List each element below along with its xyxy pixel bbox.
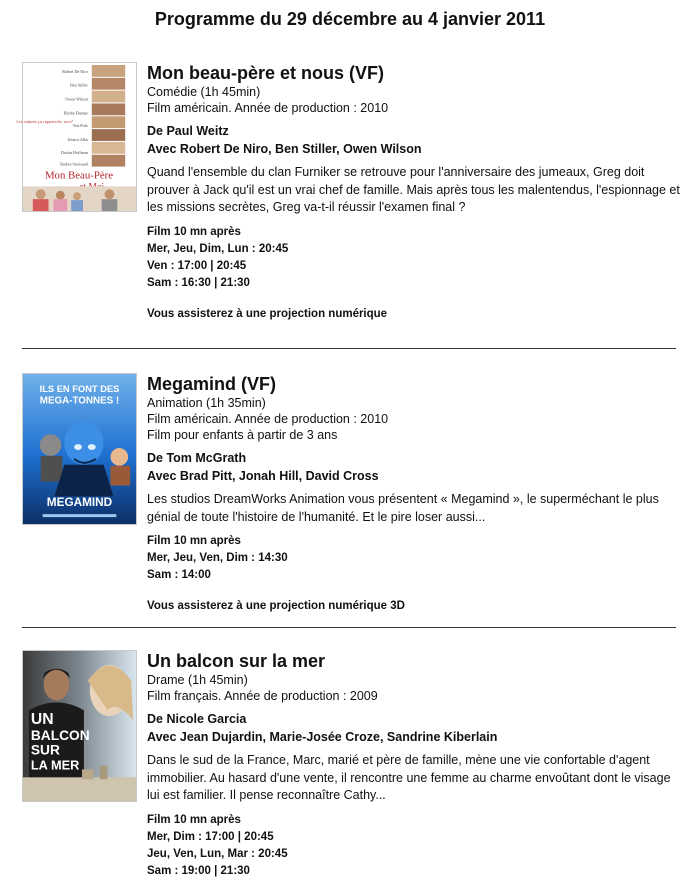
movie-title[interactable]: Un balcon sur la mer [147, 651, 326, 671]
showtime-line: Mer, Jeu, Dim, Lun : 20:45 [147, 242, 289, 255]
movie-title[interactable]: Megamind (VF) [147, 374, 276, 394]
movie-synopsis: Dans le sud de la France, Marc, marié et père de famille, mène une vie confortable d'agent immobilier. Au hasard d'une vente, il rencontre une femme au charme envoûtant dont le visage lui est familier. Il pense reconnaître Cathy... [147, 753, 671, 802]
showtime-line: Film 10 mn après [147, 813, 241, 826]
poster-headline: MEGA-TONNES ! [39, 395, 120, 407]
movie-info [147, 62, 682, 322]
movie-director: De Nicole Garcia [147, 712, 247, 726]
movie-origin: Film américain. Année de production : 2010 [147, 101, 389, 115]
movie-age-rating: Film pour enfants à partir de 3 ans [147, 428, 338, 442]
movie-genre: Drame (1h 45min) [147, 673, 248, 687]
poster-mon-beau-pere-image [16, 63, 136, 211]
movie-origin: Film français. Année de production : 2009 [147, 689, 378, 703]
section-divider [22, 627, 676, 628]
poster-title: BALCON [30, 727, 90, 743]
section-divider [22, 348, 676, 349]
poster-title: SUR [30, 742, 60, 758]
poster-cast-name: Teri Polo [72, 123, 88, 129]
poster-balcon-image [23, 651, 136, 801]
poster-title: UN [30, 710, 54, 729]
movie-title[interactable]: Mon beau-père et nous (VF) [147, 63, 385, 83]
movie-poster[interactable] [22, 650, 137, 802]
movie-cast: Avec Robert De Niro, Ben Stiller, Owen Wilson [147, 142, 422, 156]
showtime-line: Sam : 14:00 [147, 569, 211, 581]
poster-cast-name: Barbra Streisand [60, 161, 88, 167]
movie-showtimes [147, 224, 682, 292]
showtime-line: Ven : 17:00 | 20:45 [147, 259, 247, 272]
poster-cast-name: Jessica Alba [67, 136, 88, 142]
poster-megamind-image [23, 374, 136, 524]
movie-cast: Avec Jean Dujardin, Marie-Josée Croze, Sandrine Kiberlain [147, 730, 498, 744]
poster-title: Mon Beau-Père [44, 169, 114, 182]
showtime-line: Film 10 mn après [147, 225, 241, 238]
showtime-line: Film 10 mn après [147, 535, 241, 547]
movie-showtimes [147, 812, 682, 880]
showtime-line: Mer, Dim : 17:00 | 20:45 [147, 830, 274, 843]
movie-director: De Tom McGrath [147, 451, 247, 465]
movie-synopsis: Quand l'ensemble du clan Furniker se retrouve pour l'anniversaire des jumeaux, Greg doit prouver à Jack qu'il est un vrai chef de famille. Mais après tous les malentendus, l'espionnage et les missions secrètes, Greg va-t-il réussir l'examen final ? [147, 165, 680, 214]
page-title: Programme du 29 décembre au 4 janvier 2011 [154, 9, 546, 29]
movie-synopsis: Les studios DreamWorks Animation vous présentent « Megamind », le superméchant le plus génial de toute l'histoire de l'humanité. Et le pire loser aussi... [147, 492, 659, 524]
showtime-line: Sam : 19:00 | 21:30 [147, 864, 250, 877]
poster-cast-name: Dustin Hoffman [61, 149, 88, 155]
projection-note: Vous assisterez à une projection numérique 3D [147, 600, 405, 612]
movie-genre: Animation (1h 35min) [147, 396, 266, 410]
movie-poster[interactable] [22, 373, 137, 525]
showtime-line: Sam : 16:30 | 21:30 [147, 276, 250, 289]
poster-cast-name: Blythe Danner [63, 110, 88, 116]
movie-info [147, 650, 682, 880]
movie-info [147, 373, 682, 614]
movie-cast: Avec Brad Pitt, Jonah Hill, David Cross [147, 469, 379, 483]
poster-cast-name: Owen Wilson [65, 96, 88, 102]
showtime-line: Mer, Jeu, Ven, Dim : 14:30 [147, 552, 288, 564]
poster-tagline: Les enfants ça rapproche. non? [16, 119, 74, 125]
poster-title: LA MER [30, 757, 80, 773]
movie-genre: Comédie (1h 45min) [147, 85, 261, 99]
poster-headline: ILS EN FONT DES [39, 383, 120, 394]
poster-cast-name: Robert De Niro [62, 68, 88, 74]
poster-title: MEGAMIND [46, 495, 113, 510]
movie-showtimes [147, 533, 682, 584]
movie-poster[interactable] [16, 62, 137, 212]
projection-note: Vous assisterez à une projection numérique [147, 307, 388, 320]
showtime-line: Jeu, Ven, Lun, Mar : 20:45 [147, 847, 288, 860]
poster-cast-name: Ben Stiller [70, 82, 88, 88]
movie-origin: Film américain. Année de production : 2010 [147, 412, 389, 426]
movie-director: De Paul Weitz [147, 124, 229, 138]
